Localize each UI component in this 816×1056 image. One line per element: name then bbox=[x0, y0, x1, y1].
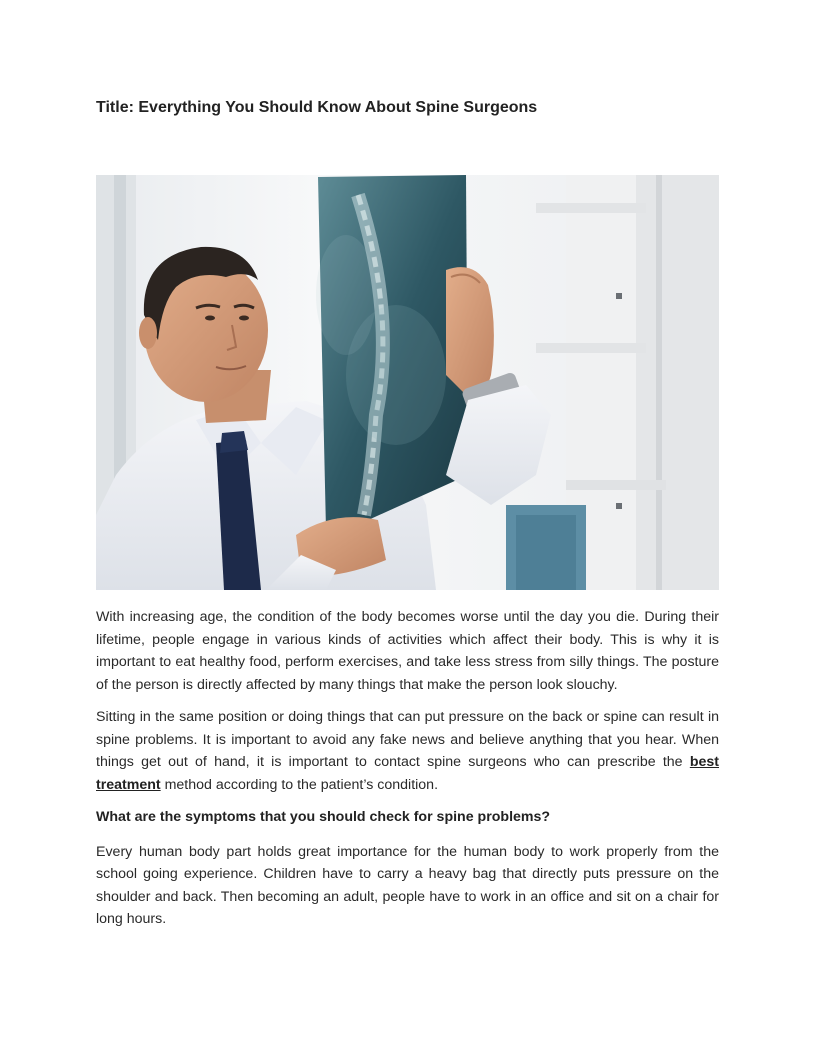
article-body bbox=[96, 606, 719, 941]
page-title: Title: Everything You Should Know About Spine Surgeons bbox=[96, 99, 538, 116]
paragraph-1: With increasing age, the condition of the body becomes worse until the day you die. During their lifetime, people engage in various kinds of activities which affect their body. This is why it is important to eat healthy food, perform exercises, and take less stress from silly things. The posture of the person is directly affected by many things that make the person look slouchy. bbox=[96, 609, 719, 693]
paragraph-2 bbox=[96, 706, 719, 796]
paragraph-2-text-before-link: Sitting in the same position or doing things that can put pressure on the back or spine can result in spine problems. It is important to avoid any fake news and believe anything that you hear. When things get out of hand, it is important to contact spine surgeons who can prescribe the bbox=[96, 709, 719, 770]
paragraph-2-text-after-link: method according to the patient’s condition. bbox=[160, 776, 439, 793]
paragraph-3: Every human body part holds great importance for the human body to work properly from the school going experience. Children have to carry a heavy bag that directly puts pressure on the shoulder and back. Then becoming an adult, people have to work in an office and sit on a chair for long hours. bbox=[96, 843, 719, 927]
section-heading: What are the symptoms that you should check for spine problems? bbox=[96, 809, 551, 825]
doctor-xray-photo bbox=[96, 175, 719, 590]
best-treatment-link[interactable]: best treatment bbox=[96, 754, 719, 793]
